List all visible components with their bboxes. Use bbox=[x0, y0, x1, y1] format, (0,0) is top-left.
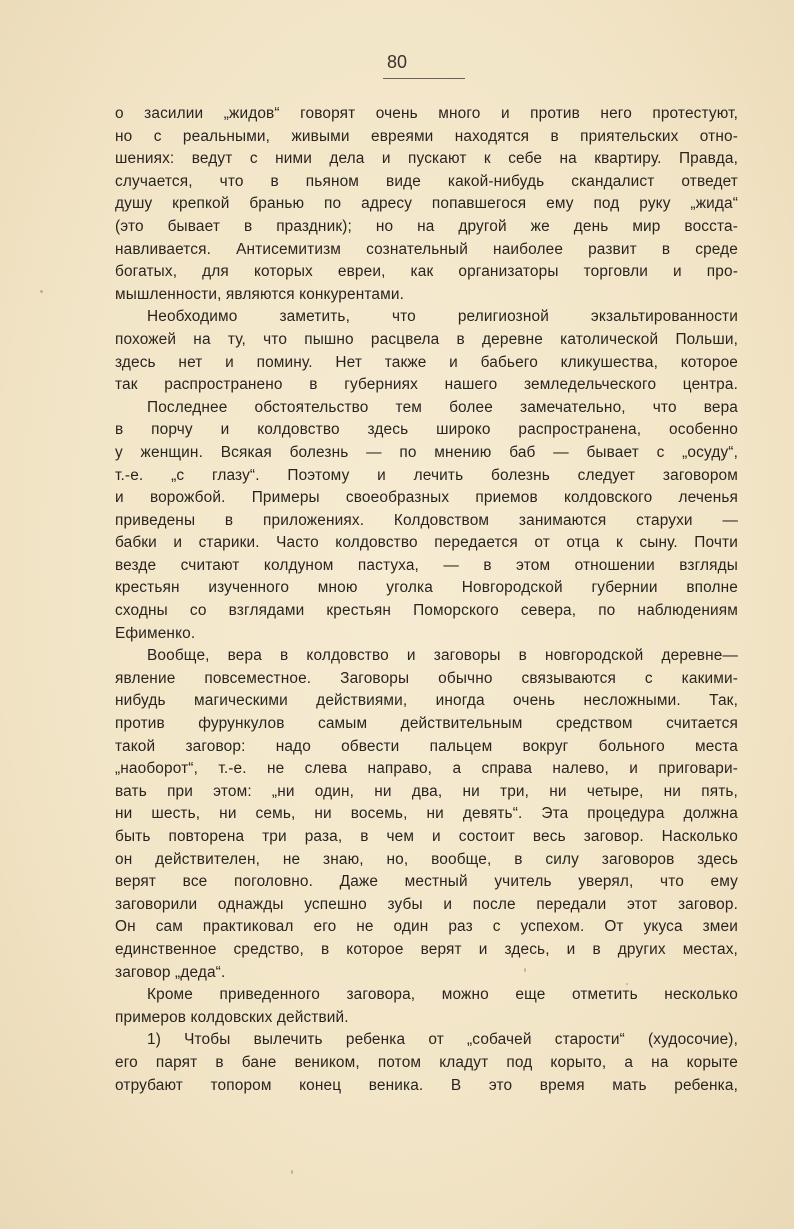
text-line: заговорили однажды успешно зубы и после передали этот заговор. bbox=[115, 895, 738, 913]
body-text bbox=[115, 103, 738, 1097]
text-line: о засилии „жидов“ говорят очень много и против него протестуют, bbox=[115, 105, 738, 122]
paragraph bbox=[115, 1029, 738, 1097]
text-line: навливается. Антисемитизм сознательный наиболее развит в среде bbox=[115, 240, 738, 258]
text-line: сходны со взглядами крестьян Поморского севера, по наблюдениям bbox=[115, 602, 738, 620]
text-line: Необходимо заметить, что религиозной экзальтированности bbox=[147, 308, 738, 326]
text-line: примеров колдовских действий. bbox=[115, 1008, 349, 1026]
text-line: ни шесть, ни семь, ни восемь, ни девять“. Эта процедура должна bbox=[115, 805, 738, 823]
text-line: Он сам практиковал его не один раз с успехом. От укуса змеи bbox=[115, 918, 738, 936]
text-line: приведены в приложениях. Колдовством занимаются старухи — bbox=[115, 511, 738, 529]
text-line: здесь нет и помину. Нет также и бабьего кликушества, которое bbox=[115, 353, 738, 371]
text-line: (это бывает в праздник); но на другой же день мир восста- bbox=[115, 217, 738, 235]
text-line: его парят в бане веником, потом кладут под корыто, а на корыте bbox=[115, 1053, 738, 1071]
scan-speck bbox=[626, 983, 628, 985]
paragraph bbox=[115, 645, 738, 984]
text-line: вать при этом: „ни один, ни два, ни три, ни четыре, ни пять, bbox=[115, 782, 738, 800]
text-line: Кроме приведенного заговора, можно еще отметить несколько bbox=[147, 986, 738, 1004]
text-line: крестьян изученного мною уголка Новгородской губернии вполне bbox=[115, 579, 738, 597]
text-line: верят все поголовно. Даже местный учитель уверял, что ему bbox=[115, 873, 738, 891]
scan-speck bbox=[524, 968, 526, 972]
text-line: богатых, для которых евреи, как организаторы торговли и про- bbox=[115, 263, 738, 281]
text-line: т.-е. „с глазу“. Поэтому и лечить болезнь следует заговором bbox=[115, 466, 738, 484]
text-line: и ворожбой. Примеры своеобразных приемов колдовского леченья bbox=[115, 489, 738, 507]
scan-speck bbox=[40, 290, 43, 293]
text-line: похожей на ту, что пышно расцвела в деревне католической Польши, bbox=[115, 330, 738, 348]
scan-speck bbox=[291, 1170, 293, 1174]
text-line: но с реальными, живыми евреями находятся в приятельских отно- bbox=[115, 127, 738, 145]
text-line: быть повторена три раза, в чем и состоит весь заговор. Насколько bbox=[115, 828, 738, 845]
text-line: явление повсеместное. Заговоры обычно связываются с какими- bbox=[115, 669, 738, 687]
text-line: в порчу и колдовство здесь широко распространена, особенно bbox=[115, 421, 738, 439]
text-line: так распространено в губерниях нашего земледельческого центра. bbox=[115, 376, 738, 394]
paragraph bbox=[115, 984, 738, 1029]
text-line: бабки и старики. Часто колдовство передается от отца к сыну. Почти bbox=[115, 534, 738, 552]
text-line: единственное средство, в которое верят и здесь, и в других местах, bbox=[115, 940, 738, 958]
text-line: Последнее обстоятельство тем более замечательно, что вера bbox=[147, 398, 738, 416]
paragraph bbox=[115, 103, 738, 306]
text-line: он действителен, не знаю, но, вообще, в силу заговоров здесь bbox=[115, 850, 738, 868]
paragraph bbox=[115, 306, 738, 396]
text-line: мышленности, являются конкурентами. bbox=[115, 285, 404, 303]
text-line: случается, что в пьяном виде какой-нибудь скандалист отведет bbox=[115, 172, 738, 190]
text-line: Вообще, вера в колдовство и заговоры в новгородской деревне— bbox=[147, 647, 738, 665]
text-line: заговор „деда“. bbox=[115, 963, 226, 981]
text-line: такой заговор: надо обвести пальцем вокруг больного места bbox=[115, 737, 738, 755]
text-line: против фурункулов самым действительным средством считается bbox=[115, 715, 738, 733]
text-line: „наоборот“, т.-е. не слева направо, а справа налево, и приговари- bbox=[115, 760, 738, 778]
text-line: отрубают топором конец веника. В это время мать ребенка, bbox=[115, 1076, 738, 1094]
text-line: везде считают колдуном пастуха, — в этом отношении взгляды bbox=[115, 556, 738, 574]
text-line: душу крепкой бранью по адресу попавшегося ему под руку „жида“ bbox=[115, 195, 738, 213]
text-line: Ефименко. bbox=[115, 624, 196, 642]
page-number-rule bbox=[383, 78, 465, 79]
text-line: 1) Чтобы вылечить ребенка от „собачей старости“ (худосочие), bbox=[147, 1031, 738, 1049]
text-line: у женщин. Всякая болезнь — по мнению баб — бывает с „осуду“, bbox=[115, 443, 738, 461]
page-number: 80 bbox=[386, 52, 408, 72]
paragraph bbox=[115, 397, 738, 646]
text-line: нибудь магическими действиями, иногда очень несложными. Так, bbox=[115, 692, 738, 710]
text-line: шениях: ведут с ними дела и пускают к себе на квартиру. Правда, bbox=[115, 150, 738, 168]
